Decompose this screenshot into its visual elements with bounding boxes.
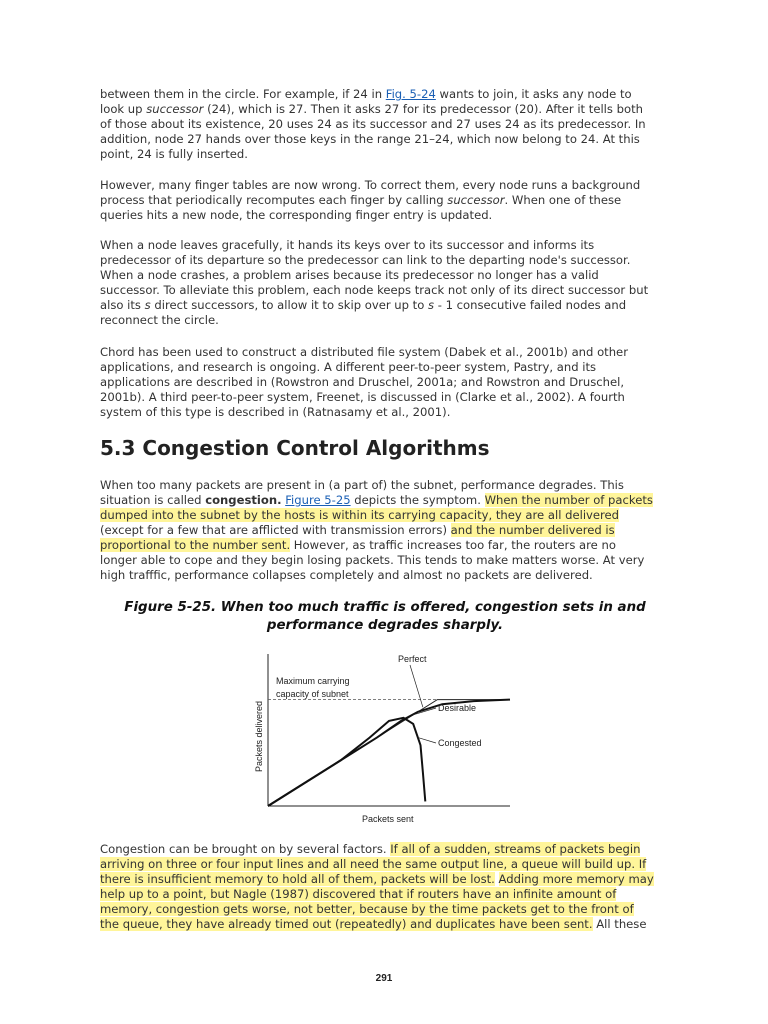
text-line: When too many packets are present in (a part of) the subnet, performance degrades. This [100, 478, 624, 492]
highlight: When the number of packets [484, 493, 653, 507]
highlight: proportional to the number sent. [100, 538, 291, 552]
caption-line: Figure 5-25. When too much traffic is offered, congestion sets in and [124, 600, 646, 615]
highlight: dumped into the subnet by the hosts is within its carrying capacity, they are all delivered [100, 508, 620, 522]
text-line: high trafffic, performance collapses completely and almost no packets are delivered. [100, 568, 593, 582]
paragraph-finger-tables [100, 178, 690, 223]
text-line [100, 887, 690, 902]
highlight: arriving on three or four input lines and all need the same output line, a queue will build up. If [100, 857, 647, 871]
text-line: When a node leaves gracefully, it hands its keys over to its successor and informs its [100, 238, 595, 252]
text-line [100, 508, 690, 523]
highlight: help up to a point, but Nagle (1987) discovered that if routers have an infinite amount of [100, 887, 617, 901]
congested-label: Congested [438, 738, 482, 748]
text-line: However, many finger tables are now wrong. To correct them, every node runs a background [100, 178, 641, 192]
desirable-label: Desirable [438, 703, 477, 713]
text-line: 2001b). A third peer-to-peer system, Freenet, is discussed in (Clarke et al., 2002). A fourth [100, 390, 625, 404]
text-line: the queue, they have already timed out (repeatedly) and duplicates have been sent. All these [100, 917, 647, 931]
text-line: process that periodically recomputes each finger by calling successor. When one of these [100, 193, 622, 207]
figure-5-25-link[interactable]: Figure 5-25 [285, 493, 351, 507]
text-line: proportional to the number sent. However, as traffic increases too far, the routers are no [100, 538, 616, 552]
text-line: Congestion can be brought on by several factors. If all of a sudden, streams of packets begin [100, 842, 641, 856]
text-line: Chord has been used to construct a distributed file system (Dabek et al., 2001b) and other [100, 345, 628, 359]
text-line: reconnect the circle. [100, 313, 219, 327]
text-line: also its s direct successors, to allow it to skip over up to s - 1 consecutive failed nodes and [100, 298, 627, 312]
paragraph-congestion-causes [100, 842, 690, 932]
perfect-label: Perfect [398, 654, 427, 664]
text-line: addition, node 27 hands over those keys in the range 21–24, which now belong to 24. At this [100, 132, 640, 146]
text-line: between them in the circle. For example, if 24 in Fig. 5-24 wants to join, it asks any node to [100, 87, 632, 101]
highlight: Adding more memory may [498, 872, 654, 886]
text-line: When a node crashes, a problem arises because its predecessor no longer has a valid [100, 268, 599, 282]
x-axis-label: Packets sent [362, 814, 414, 824]
y-axis-label: Packets delivered [254, 700, 264, 772]
section-heading: 5.3 Congestion Control Algorithms [100, 436, 490, 460]
text-line: successor. To alleviate this problem, each node keeps track not only of its direct successor but [100, 283, 649, 297]
text-line: applications, and research is ongoing. A different peer-to-peer system, Pastry, and its [100, 360, 597, 374]
text-line: longer able to cope and they begin losing packets. This tends to make matters worse. At very [100, 553, 645, 567]
text-line [100, 902, 690, 917]
max-capacity-label: Maximum carrying [276, 676, 350, 686]
figure-caption [100, 599, 670, 635]
text-line: queries hits a new node, the corresponding finger entry is updated. [100, 208, 493, 222]
paragraph-congestion-intro [100, 478, 690, 583]
paragraph-node-leaves [100, 238, 690, 328]
fig-5-24-link[interactable]: Fig. 5-24 [385, 87, 436, 101]
perfect-pointer [410, 665, 423, 707]
text-line: of those about its existence, 20 uses 24 as its successor and 27 uses 24 as its predecessor. In [100, 117, 646, 131]
text-line: applications are described in (Rowstron and Druschel, 2001a; and Rowstron and Druschel, [100, 375, 625, 389]
text-line: (except for a few that are afflicted with transmission errors) and the number delivered is [100, 523, 615, 537]
congested-curve [268, 718, 425, 806]
text-line: predecessor of its departure so the predecessor can link to the departing node's successor. [100, 253, 631, 267]
max-capacity-label: capacity of subnet [276, 689, 349, 699]
highlight: and the number delivered is [450, 523, 615, 537]
desirable-curve [268, 700, 510, 806]
congested-pointer [418, 738, 436, 743]
highlight: memory, congestion gets worse, not better, because by the time packets get to the front of [100, 902, 634, 916]
page-number: 291 [375, 973, 393, 984]
text-line: look up successor (24), which is 27. Then it asks 27 for its predecessor (20). After it tells both [100, 102, 643, 116]
text-line [100, 857, 690, 872]
highlight: the queue, they have already timed out (repeatedly) and duplicates have been sent. [100, 917, 593, 931]
paragraph-chord-applications [100, 345, 690, 420]
text-line: point, 24 is fully inserted. [100, 147, 248, 161]
text-line: situation is called congestion. Figure 5-25 depicts the symptom. When the number of packets [100, 493, 653, 507]
highlight: there is insufficient memory to hold all of them, packets will be lost. [100, 872, 495, 886]
highlight: If all of a sudden, streams of packets begin [390, 842, 641, 856]
paragraph-chord-join [100, 87, 690, 162]
congestion-chart [250, 648, 530, 832]
caption-line: performance degrades sharply. [266, 618, 504, 633]
perfect-curve [268, 700, 510, 806]
text-line: system of this type is described in (Ratnasamy et al., 2001). [100, 405, 451, 419]
text-line [100, 872, 690, 887]
